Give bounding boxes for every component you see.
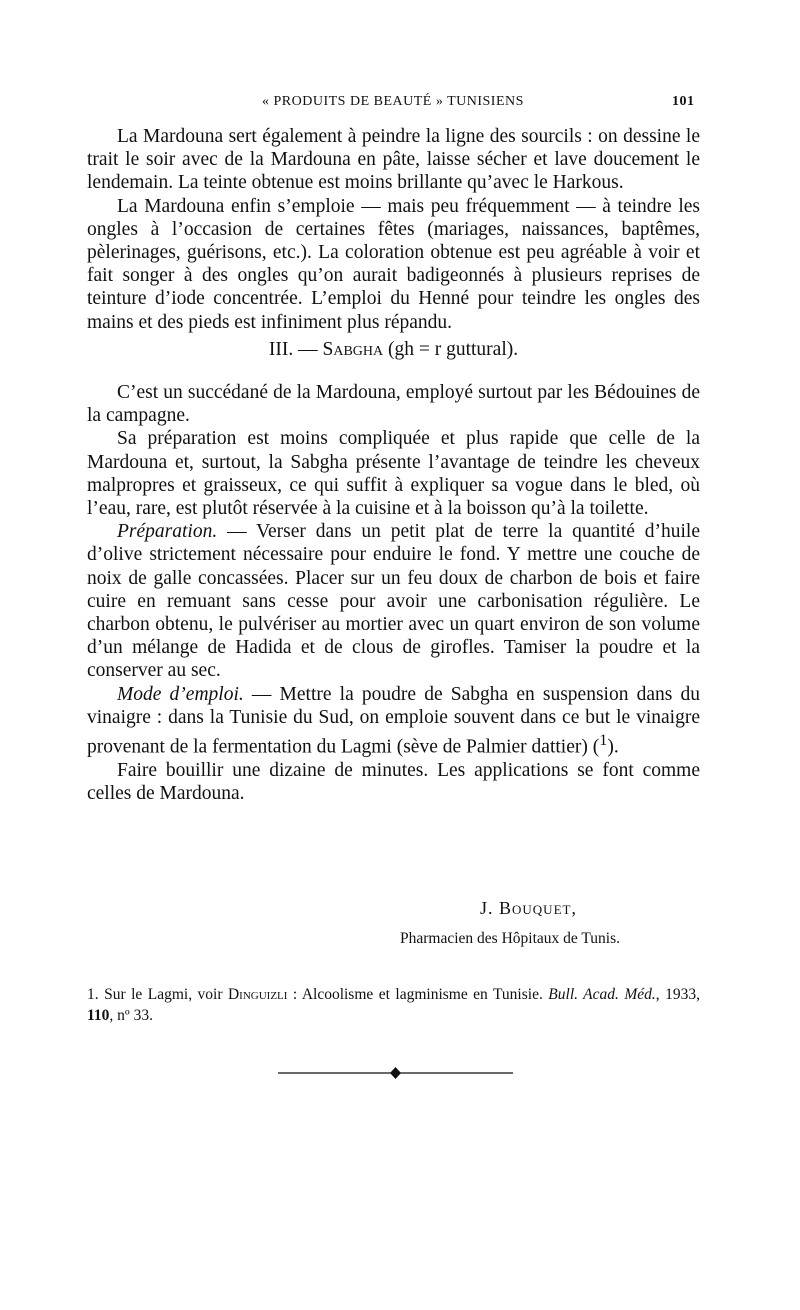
paragraph: C’est un succédané de la Mardouna, employé surtout par les Bédouines de la campagne.: [87, 382, 700, 427]
footnote-year: , 1933,: [655, 986, 701, 1003]
paragraph: [87, 520, 700, 682]
usage-text: — Mettre la poudre de Sabgha en suspension dans du vinaigre : dans la Tunisie du Sud, on emploie souvent dans ce but le vinaigre provenant de la fermentation du Lagmi (sève de Palmier dattier) (: [87, 683, 701, 758]
paragraph: La Mardouna sert également à peindre la ligne des sourcils : on dessine le trait le soir avec de la Mardouna en pâte, laisse sécher et lave doucement le lendemain. La teinte obtenue est moins brillante qu’avec le Harkous.: [87, 126, 700, 194]
end-ornament: [278, 1066, 513, 1080]
section-name: Sabgha: [322, 338, 384, 360]
footnote-author: Dinguizli: [227, 986, 288, 1003]
footnote-journal: Bull. Acad. Méd.: [548, 986, 656, 1003]
paragraph: Sa préparation est moins compliquée et plus rapide que celle de la Mardouna et, surtout, la Sabgha présente l’avantage de teindre les cheveux malpropres et graisseux, ce qui suffit à expliquer sa vogue dans le bled, où l’eau, rare, est plutôt réservée à la cuisine et à la boisson qu’à la toilette.: [87, 428, 700, 520]
footnote-reference[interactable]: 1: [599, 731, 608, 750]
footnote-lead: Sur le Lagmi, voir: [104, 986, 228, 1003]
footnote-volume: 110: [87, 1007, 110, 1024]
paragraph: [87, 683, 700, 759]
section-gloss: (gh = r guttural).: [383, 338, 519, 360]
footnote-issue: , nº 33.: [109, 1007, 153, 1024]
section-heading: [87, 338, 700, 361]
preparation-text: — Verser dans un petit plat de terre la quantité d’huile d’olive strictement nécessaire pour enduire le fond. Y mettre une couche de noix de galle concassées. Placer sur un feu doux de charbon de bois et faire cuire en remuant sans cesse pour avoir une carbonisation régulière. Le charbon obtenu, le pulvériser au mortier avec un quart environ de son volume d’un mélange de Hadida et de clous de girofles. Tamiser la poudre et la conserver au sec.: [87, 521, 700, 682]
usage-label: Mode d’emploi.: [117, 683, 244, 705]
author-title: Pharmacien des Hôpitaux de Tunis.: [400, 930, 620, 947]
diamond-rule-icon: [278, 1066, 513, 1080]
footnote-text: [87, 984, 700, 1026]
preparation-label: Préparation.: [117, 521, 218, 543]
section-numeral: III. —: [268, 338, 323, 360]
author-signature: J. Bouquet,: [480, 898, 577, 918]
paragraph: La Mardouna enfin s’emploie — mais peu fréquemment — à teindre les ongles à l’occasion de certaines fêtes (mariages, naissances, baptêmes, pèlerinages, guérisons, etc.). La coloration obtenue est peu agréable à voir et fait songer à des ongles qu’on aurait badigeonnés à plusieurs reprises de teinture d’iode concentrée. L’emploi du Henné pour teindre les ongles des mains et des pieds est infiniment plus répandu.: [87, 195, 700, 333]
running-header: [0, 94, 800, 116]
footnote-number: 1.: [87, 986, 105, 1003]
usage-text-end: ).: [607, 736, 619, 758]
running-title: « PRODUITS DE BEAUTÉ » TUNISIENS: [262, 94, 524, 109]
body-text: [87, 125, 700, 805]
paragraph: Faire bouillir une dizaine de minutes. Les applications se font comme celles de Mardouna.: [87, 759, 700, 804]
footnote-article: : Alcoolisme et lagminisme en Tunisie.: [287, 986, 549, 1003]
footnote: [87, 984, 700, 1026]
page-number: 101: [672, 94, 695, 109]
